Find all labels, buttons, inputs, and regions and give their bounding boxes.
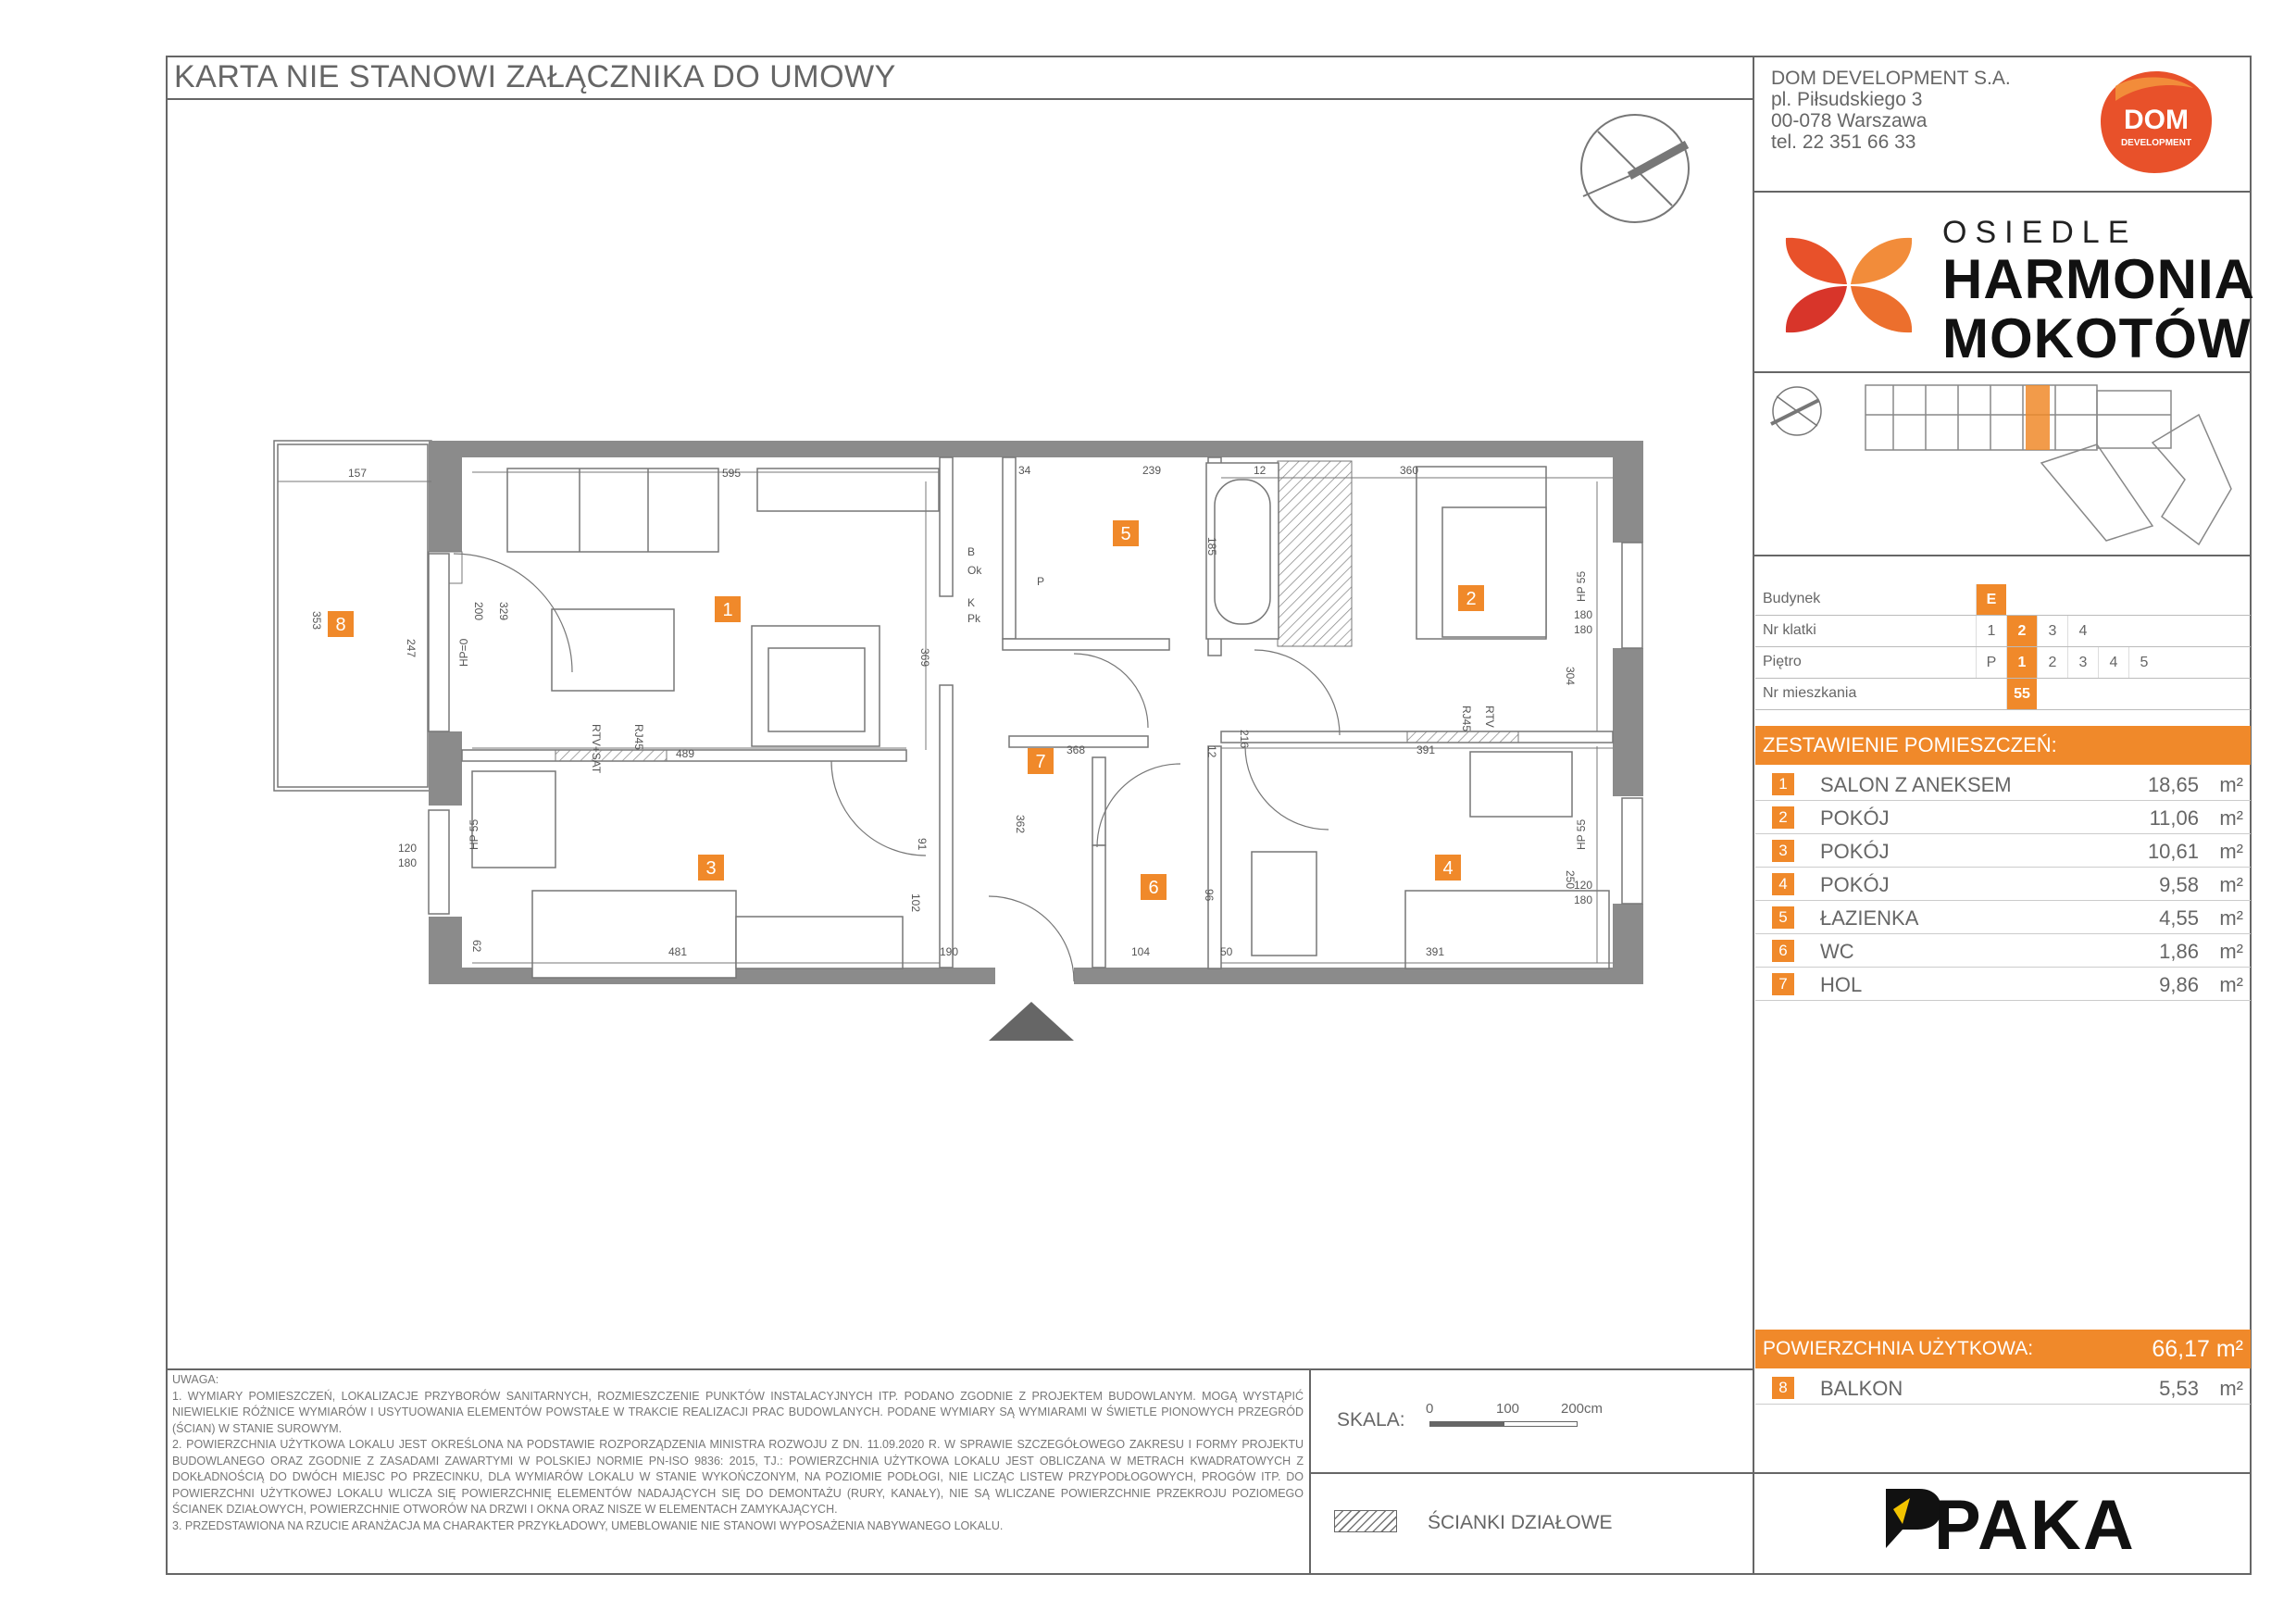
- dim-369: 369: [918, 648, 931, 668]
- paka-logo-text: PAKA: [1934, 1486, 2136, 1565]
- room-number: 2: [1772, 806, 1794, 829]
- room-row: [1755, 867, 2251, 901]
- dim-185: 185: [1205, 537, 1218, 556]
- room-tag-7: 7: [1035, 752, 1046, 772]
- room-number: 3: [1772, 840, 1794, 862]
- dom-logo-text: DOM: [2124, 105, 2189, 135]
- note-3: 3. PRZEDSTAWIONA NA RZUCIE ARANŻACJA MA CHARAKTER PRZYKŁADOWY, UMEBLOWANIE NIE STANOWI WYPOSAŻENIA NABYWANEGO LOKALU.: [172, 1518, 1004, 1532]
- row-staircase: [1755, 616, 2251, 647]
- floor-option-selected: 1: [2006, 647, 2037, 678]
- key-plan: [1764, 378, 2245, 549]
- apartment-label: Nr mieszkania: [1763, 685, 1857, 701]
- dim-391-upper: 391: [1416, 743, 1436, 756]
- room-row: [1755, 967, 2251, 1001]
- balcony-unit: m²: [2219, 1377, 2243, 1400]
- scale-tick-100: 100: [1496, 1401, 1520, 1417]
- scale-tick-0: 0: [1426, 1401, 1434, 1417]
- staircase-option: 3: [2037, 616, 2067, 646]
- dim-180-right-b: 180: [1574, 623, 1593, 636]
- project-divider: [1753, 371, 2252, 373]
- dim-180-right-a: 180: [1574, 608, 1593, 621]
- staircase-option-selected: 2: [2006, 616, 2037, 646]
- keyplan-divider: [1753, 555, 2252, 556]
- dim-102: 102: [909, 893, 922, 913]
- room-name: POKÓJ: [1820, 806, 1890, 830]
- staircase-label: Nr klatki: [1763, 622, 1816, 638]
- room-name: SALON Z ANEKSEM: [1820, 773, 2012, 796]
- room-unit: m²: [2219, 973, 2243, 996]
- room-name: POKÓJ: [1820, 840, 1890, 863]
- company-name: DOM DEVELOPMENT S.A.: [1771, 68, 2011, 89]
- dim-353: 353: [310, 611, 323, 631]
- socket-pk: Pk: [967, 612, 981, 625]
- socket-rtv: RTV: [1483, 706, 1496, 728]
- dim-481: 481: [668, 945, 688, 958]
- building-label: Budynek: [1763, 591, 1821, 606]
- scale-legend-divider: [1309, 1472, 1753, 1474]
- dim-304: 304: [1564, 667, 1577, 686]
- dim-120-right-lower: 120: [1574, 879, 1593, 892]
- room-number: 7: [1772, 973, 1794, 995]
- dim-50: 50: [1220, 945, 1233, 958]
- dom-development-logo: [2097, 68, 2215, 177]
- dim-180-right-lower: 180: [1574, 893, 1593, 906]
- dim-368: 368: [1067, 743, 1086, 756]
- dim-12-vertical: 12: [1205, 745, 1218, 758]
- room-area: 11,06: [2149, 806, 2199, 830]
- dim-360: 360: [1400, 464, 1419, 477]
- floor-option: 5: [2128, 647, 2159, 678]
- socket-rj45-left: RJ45: [632, 724, 645, 751]
- dim-489: 489: [676, 747, 695, 760]
- room-area: 9,86: [2159, 973, 2199, 996]
- usable-area-bar: [1755, 1330, 2251, 1368]
- floor-plan: [259, 435, 1666, 1065]
- dim-190: 190: [940, 945, 959, 958]
- room-area: 18,65: [2147, 773, 2199, 796]
- dim-329: 329: [497, 602, 510, 621]
- dim-247: 247: [405, 639, 418, 658]
- notes-block: [172, 1372, 1304, 1534]
- room-tag-2: 2: [1466, 589, 1477, 609]
- entrance-marker-icon: [989, 1002, 1074, 1041]
- row-building: [1755, 584, 2251, 616]
- floor-option: 3: [2067, 647, 2098, 678]
- project-name: [1942, 250, 2255, 369]
- paka-logo: [1882, 1481, 2136, 1565]
- company-info: [1771, 68, 2011, 153]
- scale-tick-200: 200cm: [1561, 1401, 1603, 1417]
- room-tag-1: 1: [722, 600, 733, 620]
- page-title: KARTA NIE STANOWI ZAŁĄCZNIKA DO UMOWY: [174, 59, 896, 94]
- room-area: 9,58: [2159, 873, 2199, 896]
- compass-icon: [1578, 111, 1692, 226]
- dim-200: 200: [472, 602, 485, 621]
- rooms-heading: ZESTAWIENIE POMIESZCZEŃ:: [1755, 726, 2251, 765]
- hp-55-upper: HP 55: [1575, 570, 1588, 602]
- room-row: [1755, 833, 2251, 868]
- unit-parameters: [1755, 584, 2251, 710]
- usable-area-label: POWIERZCHNIA UŻYTKOWA:: [1763, 1338, 2034, 1359]
- apartment-value: 55: [2006, 679, 2037, 709]
- company-phone: tel. 22 351 66 33: [1771, 131, 1916, 153]
- dim-216: 216: [1238, 730, 1251, 749]
- room-tag-5: 5: [1120, 524, 1131, 544]
- dim-180-left: 180: [398, 856, 418, 869]
- socket-p: P: [1037, 575, 1045, 588]
- hp-0: HP=0: [457, 638, 470, 667]
- floor-option: 4: [2098, 647, 2128, 678]
- floor-option: 2: [2037, 647, 2067, 678]
- room-row: [1755, 900, 2251, 934]
- room-area: 10,61: [2147, 840, 2199, 863]
- scale-label: SKALA:: [1337, 1409, 1405, 1430]
- dim-239: 239: [1142, 464, 1162, 477]
- room-row: [1755, 800, 2251, 834]
- title-underline: [166, 98, 1753, 100]
- notes-divider: [166, 1368, 1753, 1370]
- keyplan-unit-highlight: [2026, 385, 2050, 450]
- staircase-option: 1: [1976, 616, 2006, 646]
- dim-12: 12: [1254, 464, 1267, 477]
- usable-area-value: 66,17 m²: [2152, 1336, 2243, 1362]
- room-number: 1: [1772, 773, 1794, 795]
- room-row: [1755, 767, 2251, 801]
- staircase-option: 4: [2067, 616, 2098, 646]
- dim-157: 157: [348, 467, 368, 480]
- socket-rj45-right: RJ45: [1460, 706, 1473, 732]
- dim-104: 104: [1131, 945, 1151, 958]
- furniture: [472, 463, 1609, 978]
- room-unit: m²: [2219, 840, 2243, 863]
- floor-label: Piętro: [1763, 654, 1802, 669]
- room-tag-8: 8: [335, 615, 346, 635]
- room-tag-3: 3: [705, 858, 717, 879]
- note-2: 2. POWIERZCHNIA UŻYTKOWA LOKALU JEST OKREŚLONA NA PODSTAWIE ROZPORZĄDZENIA MINISTRA ROZWOJU Z DN. 11.09.2020 R. W SPRAWIE SZCZEGÓŁOWEGO ZAKRESU I FORMY PROJEKTU BUDOWLANEGO ORAZ ZGODNIE Z ZASADAMI ZAWARTYMI W POLSKIEJ NORMIE PN-ISO 9836: 2015, TJ.: POWIERZCHNIA UŻYTKOWA LOKALU JEST OBLICZANA W METRACH KWADRATOWYCH Z DOKŁADNOŚCIĄ DO DWÓCH MIEJSC PO PRZECINKU, DLA WYMIARÓW LOKALU W STANIE WYKOŃCZONYM, NA POZIOMIE PODŁOGI, NIE LICZĄC LISTEW PRZYPODŁOGOWYCH, PROGÓW ITP. DO POWIERZCHNI UŻYTKOWEJ LOKALU WLICZA SIĘ POWIERZCHNIĘ ELEMENTÓW NADAJĄCYCH SIĘ DO DEMONTAŻU (RURY, KANAŁY), NIE SĄ WLICZANE POWIERZCHNIE PRZEKROJU POZIOMEGO ŚCIANEK DZIAŁOWYCH, POWIERZCHNIE OTWORÓW NA DRZWI I OKNA ORAZ NISZE W ELEMENTACH ZAMYKAJĄCYCH.: [172, 1438, 1304, 1516]
- note-1: 1. WYMIARY POMIESZCZEŃ, LOKALIZACJE PRZYBORÓW SANITARNYCH, ROZMIESZCZENIE PUNKTÓW INSTALACYJNYCH ITP. PODANO ZGODNIE Z PROJEKTEM BUDOWLANYM. MOGĄ WYSTĄPIĆ NIEWIELKIE RÓŻNICE WYMIARÓW I USYTUOWANIA ELEMENTÓW POWSTAŁE W TRAKCIE REALIZACJI PRAC BUDOWLANYCH. PODANE WYMIARY SĄ WYMIARAMI W ŚWIETLE PIONOWYCH PRZEGRÓD (ŚCIAN) W STANIE SUROWYM.: [172, 1389, 1304, 1435]
- project-label-osiedle: OSIEDLE: [1942, 215, 2138, 250]
- room-area: 1,86: [2159, 940, 2199, 963]
- room-row: [1755, 933, 2251, 968]
- company-divider: [1753, 191, 2252, 193]
- room-tag-4: 4: [1442, 858, 1454, 879]
- dim-91: 91: [916, 838, 929, 851]
- partition-wall-swatch: [1334, 1510, 1397, 1532]
- dim-595: 595: [722, 467, 742, 480]
- room-name: WC: [1820, 940, 1854, 963]
- project-name-line-2: MOKOTÓW: [1942, 307, 2252, 369]
- hp-55-left: HP 55: [468, 818, 480, 850]
- room-unit: m²: [2219, 906, 2243, 930]
- dim-391-lower: 391: [1426, 945, 1445, 958]
- room-area: 4,55: [2159, 906, 2199, 930]
- row-apartment: [1755, 679, 2251, 710]
- socket-rtv-sat: RTV+SAT: [590, 724, 603, 774]
- partition-wall-label: ŚCIANKI DZIAŁOWE: [1428, 1512, 1613, 1533]
- balcony-row: [1755, 1370, 2251, 1405]
- balcony-name: BALKON: [1820, 1377, 1903, 1400]
- socket-k: K: [967, 596, 976, 609]
- scale-bar-outline: [1429, 1421, 1578, 1427]
- room-name: ŁAZIENKA: [1820, 906, 1919, 930]
- harmonia-flower-logo: [1775, 210, 1923, 358]
- dim-62: 62: [470, 940, 483, 953]
- room-unit: m²: [2219, 806, 2243, 830]
- company-address-1: pl. Piłsudskiego 3: [1771, 89, 1923, 110]
- dim-362: 362: [1014, 815, 1027, 834]
- room-unit: m²: [2219, 873, 2243, 896]
- company-address-2: 00-078 Warszawa: [1771, 110, 1928, 131]
- project-name-line-1: HARMONIA: [1942, 248, 2255, 310]
- dim-120-left: 120: [398, 842, 418, 855]
- room-number: 6: [1772, 940, 1794, 962]
- dim-250: 250: [1564, 870, 1577, 890]
- socket-ok: Ok: [967, 564, 982, 577]
- room-number: 5: [1772, 906, 1794, 929]
- room-tag-6: 6: [1148, 878, 1159, 898]
- room-name: HOL: [1820, 973, 1863, 996]
- hp-55-lower-right: HP 55: [1575, 818, 1588, 850]
- dim-34: 34: [1018, 464, 1031, 477]
- brand-divider: [1753, 1472, 2252, 1474]
- room-unit: m²: [2219, 773, 2243, 796]
- row-floor: [1755, 647, 2251, 679]
- room-name: POKÓJ: [1820, 873, 1890, 896]
- floor-option: P: [1976, 647, 2006, 678]
- dim-96: 96: [1203, 889, 1216, 902]
- right-panel-divider: [1753, 56, 1754, 1575]
- balcony-number: 8: [1772, 1377, 1794, 1399]
- room-number: 4: [1772, 873, 1794, 895]
- dom-logo-subtext: DEVELOPMENT: [2120, 138, 2192, 148]
- socket-b: B: [967, 545, 976, 558]
- balcony-area: 5,53: [2159, 1377, 2199, 1400]
- building-value: E: [1976, 584, 2006, 615]
- room-unit: m²: [2219, 940, 2243, 963]
- notes-title: UWAGA:: [172, 1373, 219, 1386]
